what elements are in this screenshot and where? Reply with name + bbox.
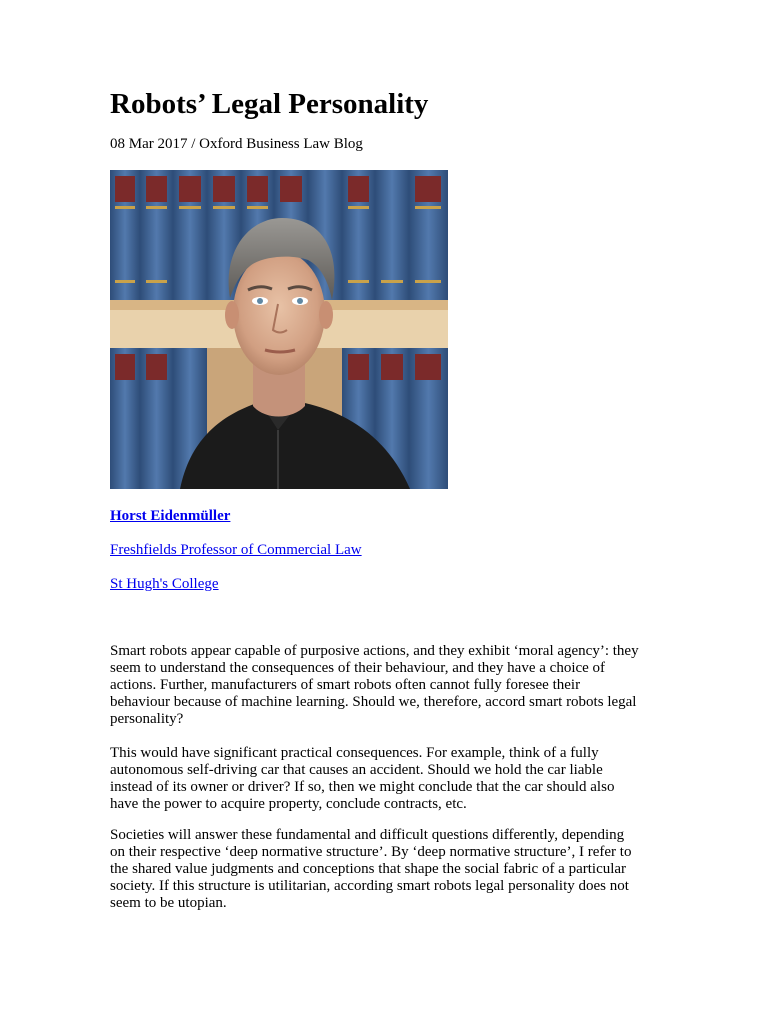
article-title: Robots’ Legal Personality: [110, 88, 429, 120]
paragraph-line: behaviour because of machine learning. Should we, therefore, accord smart robots legal: [110, 694, 637, 710]
paragraph-line: Societies will answer these fundamental and difficult questions differently, depending: [110, 827, 625, 843]
paragraph-line: This would have significant practical consequences. For example, think of a fully: [110, 745, 599, 761]
paragraph-line: actions. Further, manufacturers of smart robots often cannot fully foresee their: [110, 677, 581, 693]
paragraph-line: instead of its owner or driver? If so, then we might conclude that the car should also: [110, 779, 615, 795]
body-paragraph-2: [110, 745, 660, 813]
paragraph-line: the shared value judgments and conceptions that shape the social fabric of a particular: [110, 861, 627, 877]
paragraph-line: Smart robots appear capable of purposive actions, and they exhibit ‘moral agency’: they: [110, 643, 639, 659]
paragraph-line: autonomous self-driving car that causes an accident. Should we hold the car liable: [110, 762, 603, 778]
paragraph-line: on their respective ‘deep normative structure’. By ‘deep normative structure’, I refer to: [110, 844, 632, 860]
paragraph-line: seem to understand the consequences of their behaviour, and they have a choice of: [110, 660, 606, 676]
portrait-illustration: [110, 170, 448, 489]
author-role-link[interactable]: Freshfields Professor of Commercial Law: [110, 542, 362, 558]
author-portrait-photo: [110, 170, 448, 489]
body-paragraph-1: [110, 643, 660, 728]
author-name-link[interactable]: Horst Eidenmüller: [110, 508, 231, 524]
paragraph-line: seem to be utopian.: [110, 895, 227, 911]
paragraph-line: personality?: [110, 711, 184, 727]
paragraph-line: society. If this structure is utilitarian, according smart robots legal personality does not: [110, 878, 629, 894]
body-paragraph-3: [110, 827, 660, 912]
paragraph-line: have the power to acquire property, conclude contracts, etc.: [110, 796, 467, 812]
author-college-link[interactable]: St Hugh's College: [110, 576, 219, 592]
article-byline: 08 Mar 2017 / Oxford Business Law Blog: [110, 136, 363, 152]
